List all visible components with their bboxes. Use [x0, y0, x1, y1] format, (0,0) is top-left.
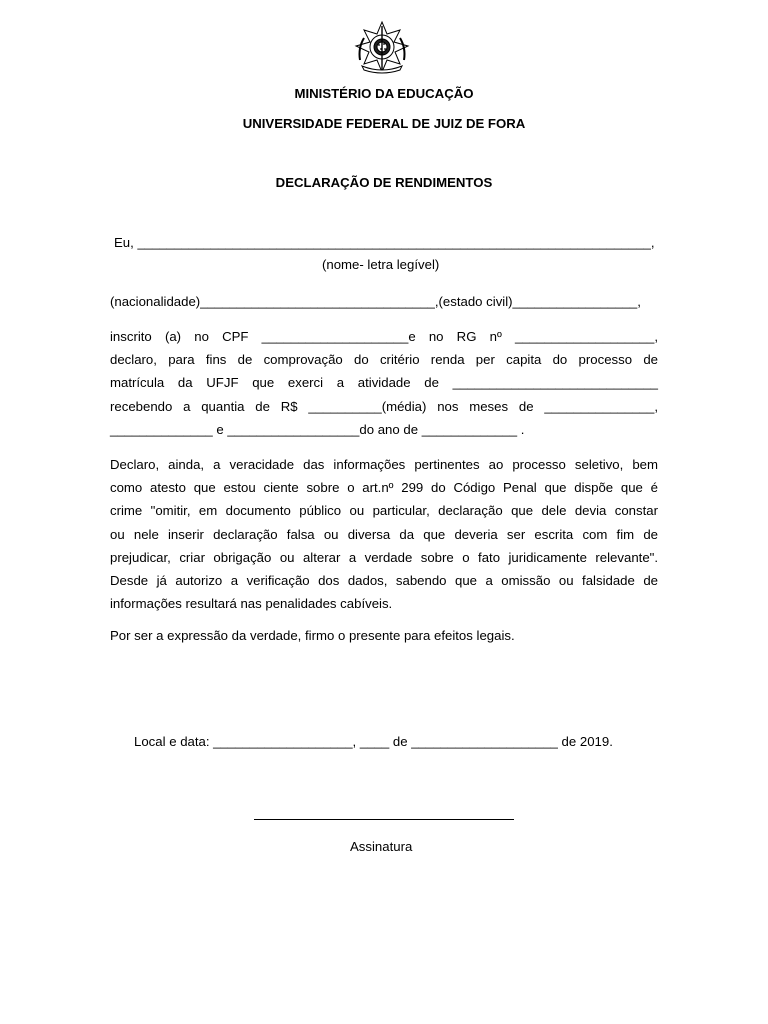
income-paragraph — [110, 325, 658, 441]
declaration-line: prejudicar, criar obrigação ou alterar a verdade sobre o fato juridicamente relevante". — [110, 549, 658, 565]
declaration-line: como atesto que estou ciente sobre o art.nº 299 do Código Penal que dispõe que é — [110, 480, 658, 496]
name-hint: (nome- letra legível) — [322, 257, 440, 272]
document-title: DECLARAÇÃO DE RENDIMENTOS — [275, 175, 493, 190]
declaration-line: ou nele inserir declaração falsa ou diversa da que deveria ser escrita com fim de — [110, 526, 658, 542]
university-heading: UNIVERSIDADE FEDERAL DE JUIZ DE FORA — [242, 116, 526, 131]
nationality-line: (nacionalidade)________________________________,(estado civil)_________________, — [110, 294, 641, 309]
declaration-line: Declaro, ainda, a veracidade das informações pertinentes ao processo seletivo, bem — [110, 457, 658, 472]
income-line: inscrito (a) no CPF ____________________e no RG nº ___________________, — [110, 329, 658, 344]
income-line: declaro, para fins de comprovação do critério renda per capita do processo de — [110, 352, 658, 368]
brazil-coat-of-arms-icon — [352, 20, 412, 76]
income-line: recebendo a quantia de R$ __________(média) nos meses de _______________, — [110, 398, 658, 414]
income-line: matrícula da UFJF que exerci a atividade de ____________________________ — [110, 375, 658, 391]
declaration-line: crime "omitir, em documento público ou particular, declaração que dele devia constar — [110, 503, 658, 519]
income-line: ______________ e __________________do ano de _____________ . — [110, 421, 525, 437]
declaration-paragraph — [110, 453, 658, 615]
declaration-line: informações resultará nas penalidades cabíveis. — [110, 596, 393, 612]
name-line: Eu, ______________________________________________________________________, — [114, 235, 655, 250]
ministry-heading: MINISTÉRIO DA EDUCAÇÃO — [294, 86, 474, 101]
place-date-line: Local e data: ___________________, ____ de ____________________ de 2019. — [134, 734, 613, 749]
signature-line — [254, 819, 514, 820]
signature-label: Assinatura — [350, 839, 413, 854]
closing-statement: Por ser a expressão da verdade, firmo o presente para efeitos legais. — [110, 628, 515, 643]
declaration-line: Desde já autorizo a verificação dos dados, sabendo que a omissão ou falsidade de — [110, 573, 658, 589]
